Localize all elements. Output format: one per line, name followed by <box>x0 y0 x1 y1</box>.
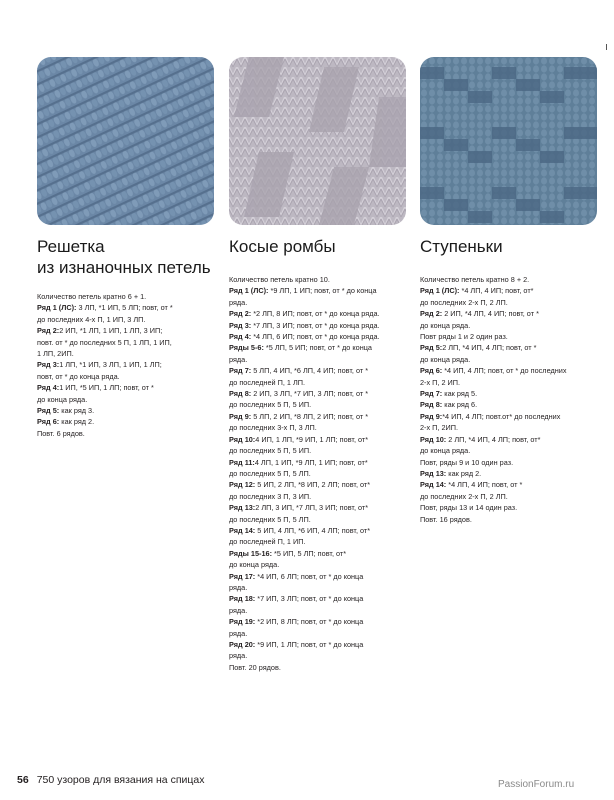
row-label: Ряд 7: <box>229 366 252 376</box>
instruction-line <box>229 662 409 673</box>
row-label: Ряд 8: <box>229 389 252 399</box>
instruction-text: 1 ИП, *5 ИП, 1 ЛП; повт, от * <box>59 383 154 393</box>
row-label: Ряд 1 (ЛС): <box>420 286 460 296</box>
row-label: Ряд 6: <box>420 366 443 376</box>
instruction-line <box>229 365 409 376</box>
instruction-line <box>229 388 409 399</box>
instruction-text: *4 ЛП, 4 ИП; повт, от* <box>459 286 534 296</box>
instruction-line <box>229 571 409 582</box>
row-label: Ряд 4: <box>229 332 252 342</box>
row-label: Ряд 3: <box>229 320 252 330</box>
pattern-title <box>420 236 600 264</box>
row-label: Ряд 9: <box>229 411 252 421</box>
instruction-text: 2 ИП, *1 ЛП, 1 ИП, 1 ЛП, 3 ИП; <box>59 326 163 336</box>
instruction-line <box>229 593 409 604</box>
instruction-text: Повт, ряды 9 и 10 один раз. <box>420 457 514 467</box>
instruction-line <box>420 502 600 513</box>
instruction-line <box>420 468 600 479</box>
instruction-text: 1 ЛП, *1 ИП, 3 ЛП, 1 ИП, 1 ЛП; <box>59 360 162 370</box>
instruction-text: до последних 5 П, 5 ИП. <box>229 400 312 410</box>
pattern-column-slanted-diamonds <box>229 236 409 673</box>
page-number: 56 <box>17 774 29 786</box>
row-label: Ряд 20: <box>229 640 256 649</box>
instruction-text: 5 ИП, 4 ЛП, *6 ИП, 4 ЛП; повт, от* <box>255 525 371 535</box>
instruction-line <box>420 491 600 502</box>
instruction-text: *4 ЛП, 6 ИП; повт, от * до конца ряда. <box>251 332 380 342</box>
instruction-text: до конца ряда. <box>420 320 471 330</box>
instruction-line <box>37 416 217 427</box>
instruction-text: до последних 3-х П, 3 ЛП. <box>229 423 317 433</box>
instruction-line <box>229 354 409 365</box>
instruction-line <box>229 411 409 422</box>
instruction-text: Количество петель кратно 8 + 2. <box>420 275 530 284</box>
instruction-line <box>229 434 409 445</box>
instruction-line <box>37 325 217 336</box>
instruction-text: 2 ЛП, *4 ИП, 4 ЛП; повт, от * <box>442 343 537 353</box>
page-footer <box>17 774 204 786</box>
watermark: PassionForum.ru <box>498 779 575 790</box>
row-label: Ряд 12: <box>229 480 256 490</box>
instruction-line <box>229 616 409 627</box>
instruction-line <box>420 320 600 331</box>
instruction-line <box>229 297 409 308</box>
page-edge-mark <box>606 44 607 50</box>
instruction-line <box>229 559 409 570</box>
pattern-column-purl-lattice <box>37 236 217 439</box>
instruction-text: до последних 5 П, 5 ИП. <box>229 446 312 456</box>
instruction-line <box>420 411 600 422</box>
pattern-title-line: Ступеньки <box>420 237 503 256</box>
instruction-text: Повт. 6 рядов. <box>37 428 85 438</box>
row-label: Ряды 15-16: <box>229 548 273 558</box>
instruction-text: ряда. <box>229 582 248 592</box>
instruction-line <box>37 291 217 302</box>
row-label: Ряд 13: <box>420 468 447 478</box>
instruction-text: 4 ИП, 1 ЛП, *9 ИП, 1 ЛП; повт, от* <box>255 434 369 444</box>
instruction-text: 5 ЛП, 2 ИП, *8 ЛП, 2 ИП; повт, от * <box>251 411 369 421</box>
row-label: Ряд 2: <box>229 309 252 319</box>
instruction-line <box>229 445 409 456</box>
instruction-text: до последних 4-х П, 1 ИП, 3 ЛП. <box>37 314 146 324</box>
instruction-line <box>420 514 600 525</box>
row-label: Ряд 19: <box>229 617 256 627</box>
row-label: Ряд 1 (ЛС): <box>229 286 269 296</box>
instruction-line <box>420 308 600 319</box>
instruction-text: Количество петель кратно 10. <box>229 275 330 284</box>
instruction-text: до последних 2-х П, 2 ЛП. <box>420 297 508 307</box>
row-label: Ряд 17: <box>229 571 256 581</box>
instruction-text: *2 ЛП, 8 ИП; повт, от * до конца ряда. <box>251 309 380 319</box>
instruction-text: как ряд 2. <box>446 468 482 478</box>
pattern-title <box>229 236 409 264</box>
row-label: Ряд 2: <box>37 326 60 336</box>
instruction-text: до последней П, 1 ЛП. <box>229 377 306 387</box>
instruction-line <box>229 548 409 559</box>
instruction-line <box>229 650 409 661</box>
instruction-line <box>229 525 409 536</box>
instruction-text: 2-х П, 2 ИП. <box>420 377 461 387</box>
instruction-text: *2 ИП, 8 ЛП; повт, от * до конца <box>255 617 364 627</box>
instruction-line <box>229 274 409 285</box>
row-label: Ряд 18: <box>229 594 256 604</box>
instruction-line <box>37 394 217 405</box>
instruction-text: 2-х П, 2ИП. <box>420 423 459 433</box>
row-label: Ряд 13: <box>229 503 256 513</box>
instruction-line <box>420 274 600 285</box>
instruction-text: *7 ЛП, 3 ИП; повт, от * до конца ряда. <box>251 320 380 330</box>
row-label: Ряд 6: <box>37 417 60 427</box>
instruction-text: *5 ЛП, 5 ИП; повт, от * до конца <box>263 343 372 353</box>
instruction-text: *7 ИП, 3 ЛП; повт, от * до конца <box>255 594 364 604</box>
instruction-line <box>229 639 409 650</box>
book-title: 750 узоров для вязания на спицах <box>36 774 205 786</box>
instruction-line <box>420 285 600 296</box>
pattern-instructions <box>420 274 600 525</box>
instruction-line <box>420 457 600 468</box>
instruction-text: до последних 3 П, 3 ИП. <box>229 491 312 501</box>
row-label: Ряд 8: <box>420 400 443 410</box>
pattern-instructions <box>37 291 217 439</box>
pattern-instructions <box>229 274 409 673</box>
instruction-line <box>420 342 600 353</box>
pattern-title-line: Решетка <box>37 237 105 256</box>
instruction-text: ряда. <box>229 651 248 661</box>
instruction-line <box>420 422 600 433</box>
instruction-line <box>229 331 409 342</box>
instruction-line <box>229 285 409 296</box>
row-label: Ряд 14: <box>229 525 256 535</box>
pattern-title <box>37 236 217 278</box>
row-label: Ряд 9: <box>420 411 443 421</box>
instruction-text: 5 ЛП, 4 ИП, *6 ЛП, 4 ИП; повт, от * <box>251 366 369 376</box>
instruction-line <box>229 491 409 502</box>
instruction-text: как ряд 5. <box>442 389 478 399</box>
instruction-text: 2 ИП, *4 ЛП, 4 ИП; повт, от * <box>442 309 539 319</box>
instruction-line <box>420 399 600 410</box>
row-label: Ряд 4: <box>37 383 60 393</box>
instruction-text: до последних 5 П, 5 ЛП. <box>229 514 311 524</box>
instruction-line <box>229 399 409 410</box>
instruction-text: до конца ряда. <box>229 560 280 570</box>
instruction-line <box>37 314 217 325</box>
instruction-text: до последних 2-х П, 2 ЛП. <box>420 491 508 501</box>
instruction-line <box>37 337 217 348</box>
instruction-text: до конца ряда. <box>37 394 88 404</box>
instruction-line <box>37 348 217 359</box>
instruction-line <box>37 359 217 370</box>
instruction-text: Повт, ряды 13 и 14 один раз. <box>420 503 518 513</box>
row-label: Ряд 10: <box>229 434 256 444</box>
instruction-line <box>229 422 409 433</box>
instruction-text: Повт. 16 рядов. <box>420 514 472 524</box>
instruction-text: *4 ИП, 4 ЛП; повт.от* до последних <box>442 411 561 421</box>
instruction-text: Повт. 20 рядов. <box>229 662 281 672</box>
pattern-column-steps <box>420 236 600 525</box>
swatch-photo-slanted-diamonds <box>229 57 406 225</box>
row-label: Ряд 7: <box>420 389 443 399</box>
instruction-text: *4 ИП, 6 ЛП; повт, от * до конца <box>255 571 364 581</box>
instruction-text: *9 ЛП, 1 ИП; повт, от * до конца <box>268 286 377 296</box>
instruction-line <box>420 331 600 342</box>
instruction-text: до последних 5 П, 5 ЛП. <box>229 468 311 478</box>
instruction-line <box>420 297 600 308</box>
instruction-line <box>420 365 600 376</box>
instruction-text: ряда. <box>229 605 248 615</box>
instruction-line <box>229 377 409 388</box>
instruction-text: 2 ИП, 3 ЛП, *7 ИП, 3 ЛП; повт, от * <box>251 389 369 399</box>
instruction-text: *4 ЛП, 4 ИП; повт, от * <box>446 480 523 490</box>
instruction-line <box>229 582 409 593</box>
row-label: Ряд 3: <box>37 360 60 370</box>
instruction-line <box>229 479 409 490</box>
row-label: Ряды 5-6: <box>229 343 264 353</box>
instruction-line <box>37 405 217 416</box>
instruction-text: Повт ряды 1 и 2 один раз. <box>420 332 508 342</box>
instruction-line <box>229 308 409 319</box>
instruction-text: *9 ИП, 1 ЛП; повт, от * до конца <box>255 640 364 649</box>
pattern-title-line: Косые ромбы <box>229 237 336 256</box>
instruction-text: *5 ИП, 5 ЛП; повт, от* <box>272 548 347 558</box>
instruction-text: повт. от * до последних 5 П, 1 ЛП, 1 ИП, <box>37 337 172 347</box>
instruction-text: 2 ЛП, 3 ИП, *7 ЛП, 3 ИП; повт, от* <box>255 503 369 513</box>
instruction-text: Количество петель кратно 6 + 1. <box>37 292 147 301</box>
instruction-text: *4 ИП, 4 ЛП; повт, от * до последних <box>442 366 567 376</box>
row-label: Ряд 5: <box>420 343 443 353</box>
instruction-text: 1 ЛП, 2ИП. <box>37 349 74 359</box>
instruction-line <box>420 479 600 490</box>
instruction-line <box>37 428 217 439</box>
row-label: Ряд 2: <box>420 309 443 319</box>
row-label: Ряд 11: <box>229 457 255 467</box>
instruction-text: до конца ряда. <box>420 446 471 456</box>
instruction-line <box>420 377 600 388</box>
instruction-line <box>37 371 217 382</box>
instruction-line <box>37 302 217 313</box>
instruction-text: до последней П, 1 ИП. <box>229 537 306 547</box>
instruction-text: повт, от * до конца ряда. <box>37 371 120 381</box>
instruction-line <box>420 354 600 365</box>
row-label: Ряд 5: <box>37 406 60 416</box>
instruction-text: как ряд 2. <box>59 417 95 427</box>
instruction-line <box>37 382 217 393</box>
instruction-line <box>420 388 600 399</box>
instruction-line <box>229 468 409 479</box>
instruction-text: как ряд 6. <box>442 400 478 410</box>
instruction-text: ряда. <box>229 297 248 307</box>
instruction-text: 2 ЛП, *4 ИП, 4 ЛП; повт, от* <box>446 434 541 444</box>
row-label: Ряд 1 (ЛС): <box>37 303 77 313</box>
instruction-text: 4 ЛП, 1 ИП, *9 ЛП, 1 ИП; повт, от* <box>254 457 368 467</box>
swatch-photo-purl-lattice <box>37 57 214 225</box>
pattern-title-line: из изнаночных петель <box>37 258 211 277</box>
row-label: Ряд 10: <box>420 434 447 444</box>
instruction-line <box>420 445 600 456</box>
instruction-line <box>229 536 409 547</box>
instruction-text: ряда. <box>229 354 248 364</box>
instruction-line <box>420 434 600 445</box>
instruction-line <box>229 514 409 525</box>
instruction-text: до конца ряда. <box>420 354 471 364</box>
instruction-line <box>229 320 409 331</box>
instruction-line <box>229 457 409 468</box>
swatch-photo-steps <box>420 57 597 225</box>
instruction-text: как ряд 3. <box>59 406 95 416</box>
instruction-line <box>229 605 409 616</box>
instruction-line <box>229 502 409 513</box>
instruction-text: 3 ЛП, *1 ИП, 5 ЛП; повт, от * <box>76 303 173 313</box>
row-label: Ряд 14: <box>420 480 447 490</box>
instruction-line <box>229 342 409 353</box>
instruction-text: ряда. <box>229 628 248 638</box>
instruction-line <box>229 628 409 639</box>
instruction-text: 5 ИП, 2 ЛП, *8 ИП, 2 ЛП; повт, от* <box>255 480 371 490</box>
